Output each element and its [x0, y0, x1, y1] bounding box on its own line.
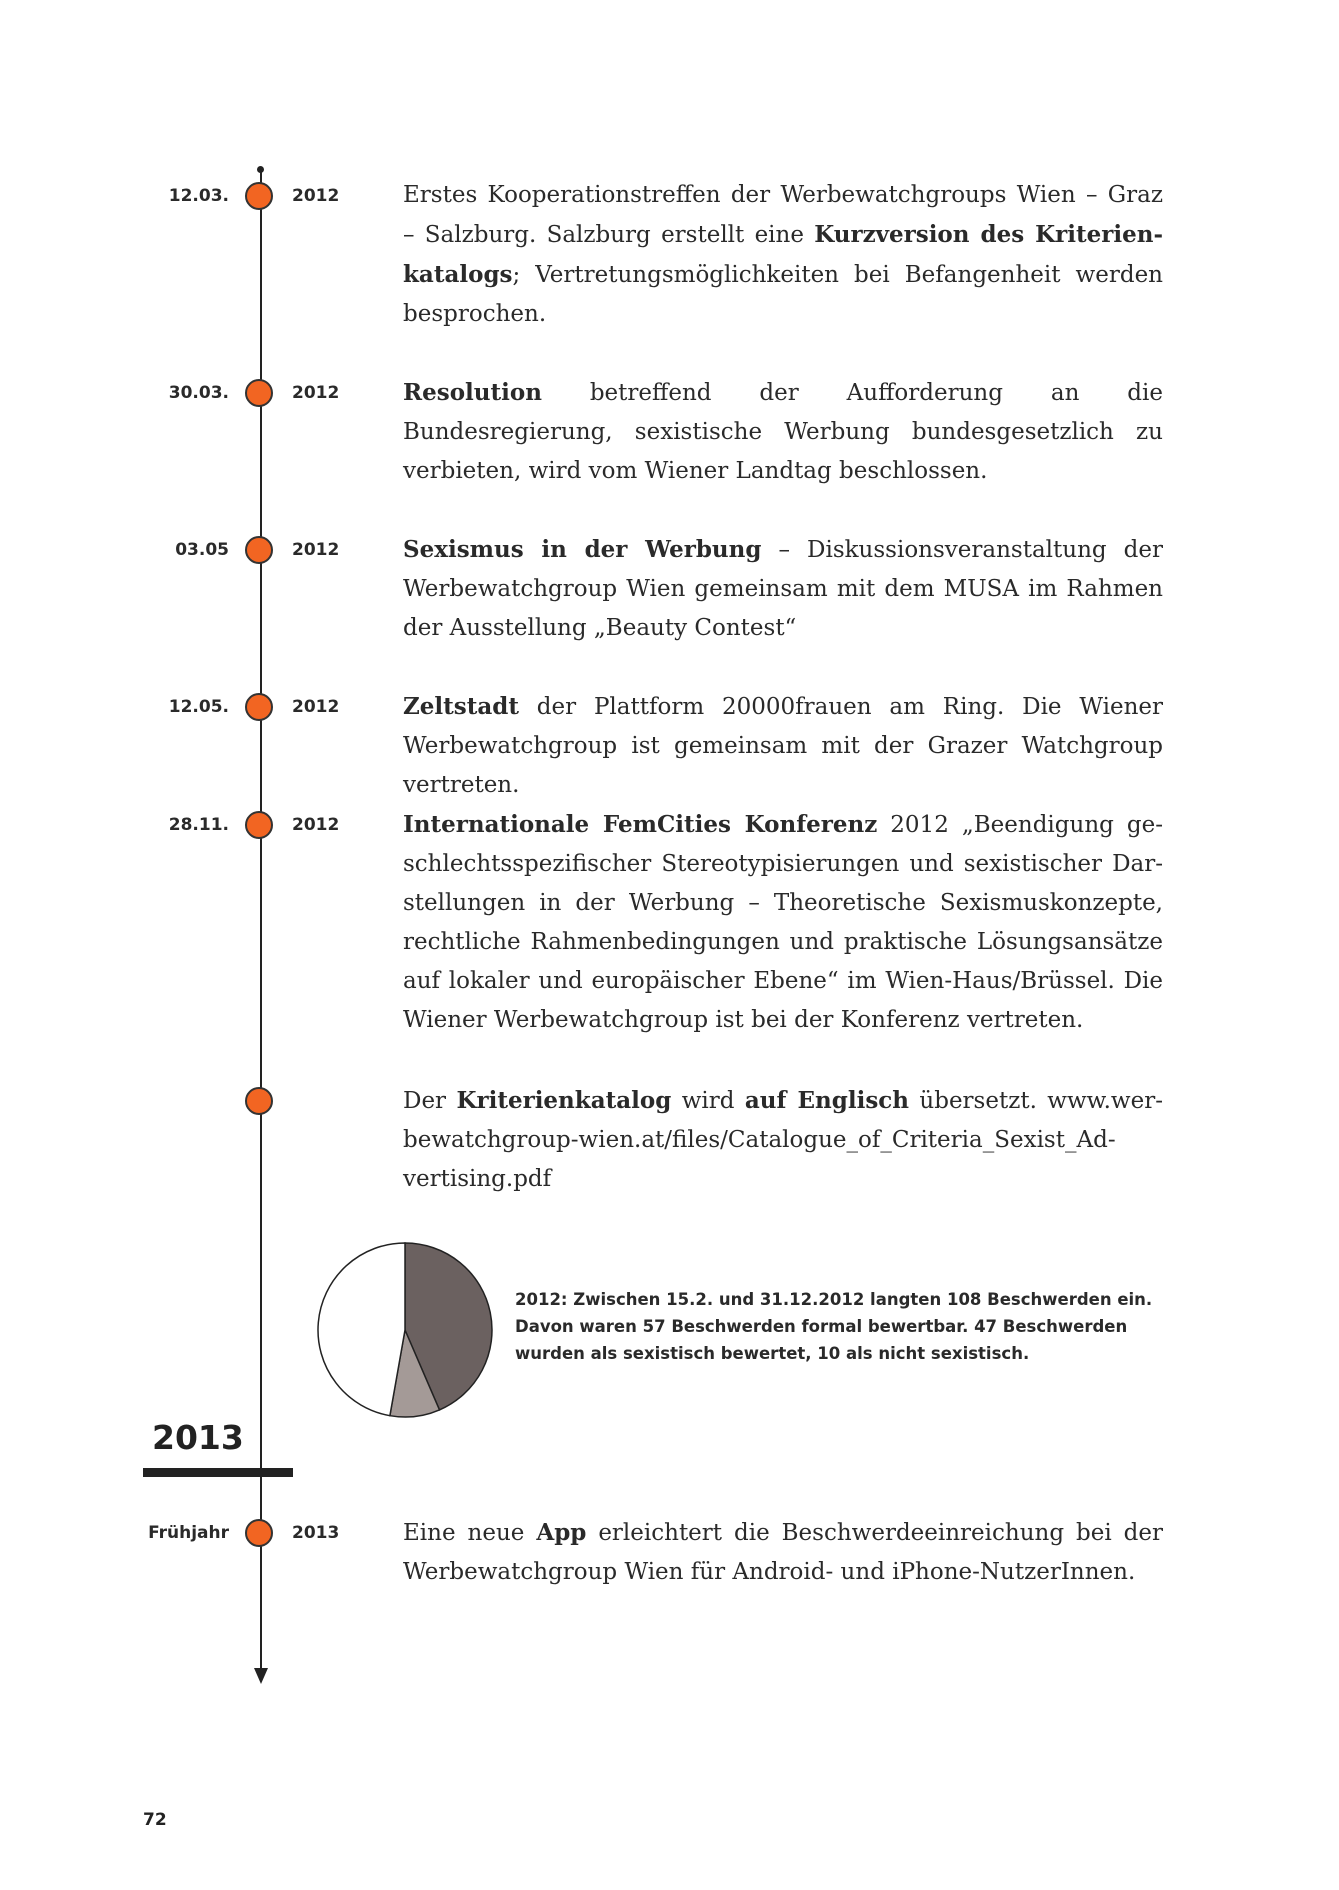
complaints-pie-chart — [315, 1240, 495, 1420]
timeline-dot — [245, 1087, 273, 1115]
timeline-dot — [245, 379, 273, 407]
entry-highlight: Kriterienkatalog — [456, 1087, 672, 1114]
entry-date: 12.05. — [168, 697, 229, 717]
entry-text: wird — [671, 1088, 745, 1114]
entry-text: Der — [403, 1088, 457, 1114]
timeline-entry — [403, 176, 1163, 334]
timeline-dot — [245, 536, 273, 564]
entry-highlight: auf Englisch — [744, 1087, 909, 1114]
page-number: 72 — [143, 1810, 167, 1830]
timeline-entry — [403, 1513, 1163, 1592]
pie-slice-2 — [318, 1243, 405, 1416]
timeline-arrow-icon — [254, 1668, 268, 1684]
year-heading: 2013 — [152, 1418, 244, 1457]
entry-text: betreffend der Aufforderung an die Bundesregierung, sexistische Werbung bundesgesetzlich zu verbieten, wird vom Wiener Landtag beschlossen. — [403, 380, 1163, 484]
entry-date: 03.05 — [175, 540, 229, 560]
entry-date: 30.03. — [168, 383, 229, 403]
entry-highlight: App — [536, 1519, 587, 1546]
timeline-entry — [403, 1081, 1163, 1199]
entry-highlight: Resolution — [403, 379, 542, 406]
entry-text: 2012 „Beendigung geschlechtsspezifischer Stereotypisierungen und sexistischer Darstellungen in der Werbung – Theoretische Sexismuskonzepte, rechtliche Rahmenbedingungen und praktische Lösungsansätze auf lokaler und europäischer Ebene“ im Wien-Haus/Brüssel. Die Wiener Werbewatchgroup ist bei der Konferenz vertreten. — [403, 812, 1163, 1033]
timeline-dot — [245, 182, 273, 210]
entry-text: Erstes Kooperationstreffen der Werbewatchgroups Wien – Graz – Salzburg. Salzburg erstellt eine — [403, 182, 1163, 248]
timeline-entry — [403, 687, 1163, 805]
entry-text: übersetzt. www.werbewatchgroup-wien.at/files/Catalogue_of_Criteria_Sexist_Advertising.pdf — [403, 1088, 1164, 1192]
entry-text: Eine neue — [403, 1520, 537, 1546]
timeline-entry — [403, 373, 1163, 491]
chart-caption: 2012: Zwischen 15.2. und 31.12.2012 langten 108 Beschwerden ein. Davon waren 57 Beschwerden formal bewertbar. 47 Beschwerden wurden als sexistisch bewertet, 10 als nicht sexistisch. — [515, 1290, 1153, 1363]
entry-text: erleichtert die Beschwerdeeinreichung bei der Werbewatchgroup Wien für Android- und iPhone-NutzerInnen. — [403, 1520, 1163, 1585]
timeline-start-dot — [257, 166, 264, 173]
timeline-entry — [403, 530, 1163, 648]
entry-year: 2012 — [292, 186, 340, 206]
entry-text: der Plattform 20000frauen am Ring. Die Wiener Werbewatchgroup ist gemeinsam mit der Grazer Watchgroup vertreten. — [403, 694, 1163, 798]
timeline-entry — [403, 805, 1163, 1040]
entry-highlight: Internationale FemCities Konferenz — [403, 811, 878, 838]
entry-year: 2012 — [292, 815, 340, 835]
year-divider — [143, 1468, 293, 1477]
entry-date: Frühjahr — [148, 1523, 229, 1543]
entry-text: ; Vertretungsmöglichkeiten bei Befangenheit werden besprochen. — [403, 262, 1163, 327]
entry-date: 28.11. — [168, 815, 229, 835]
entry-text: – Diskussionsveranstaltung der Werbewatchgroup Wien gemeinsam mit dem MUSA im Rahmen der Ausstellung „Beauty Contest“ — [403, 537, 1163, 641]
entry-highlight: Sexismus in der Werbung — [403, 536, 762, 563]
entry-year: 2012 — [292, 540, 340, 560]
entry-year: 2012 — [292, 383, 340, 403]
entry-year: 2013 — [292, 1523, 340, 1543]
entry-date: 12.03. — [168, 186, 229, 206]
entry-highlight: Kurzversion des Kriterienkatalogs — [403, 221, 1163, 288]
timeline-dot — [245, 693, 273, 721]
entry-year: 2012 — [292, 697, 340, 717]
entry-highlight: Zeltstadt — [403, 693, 519, 720]
timeline-dot — [245, 811, 273, 839]
timeline-dot — [245, 1519, 273, 1547]
